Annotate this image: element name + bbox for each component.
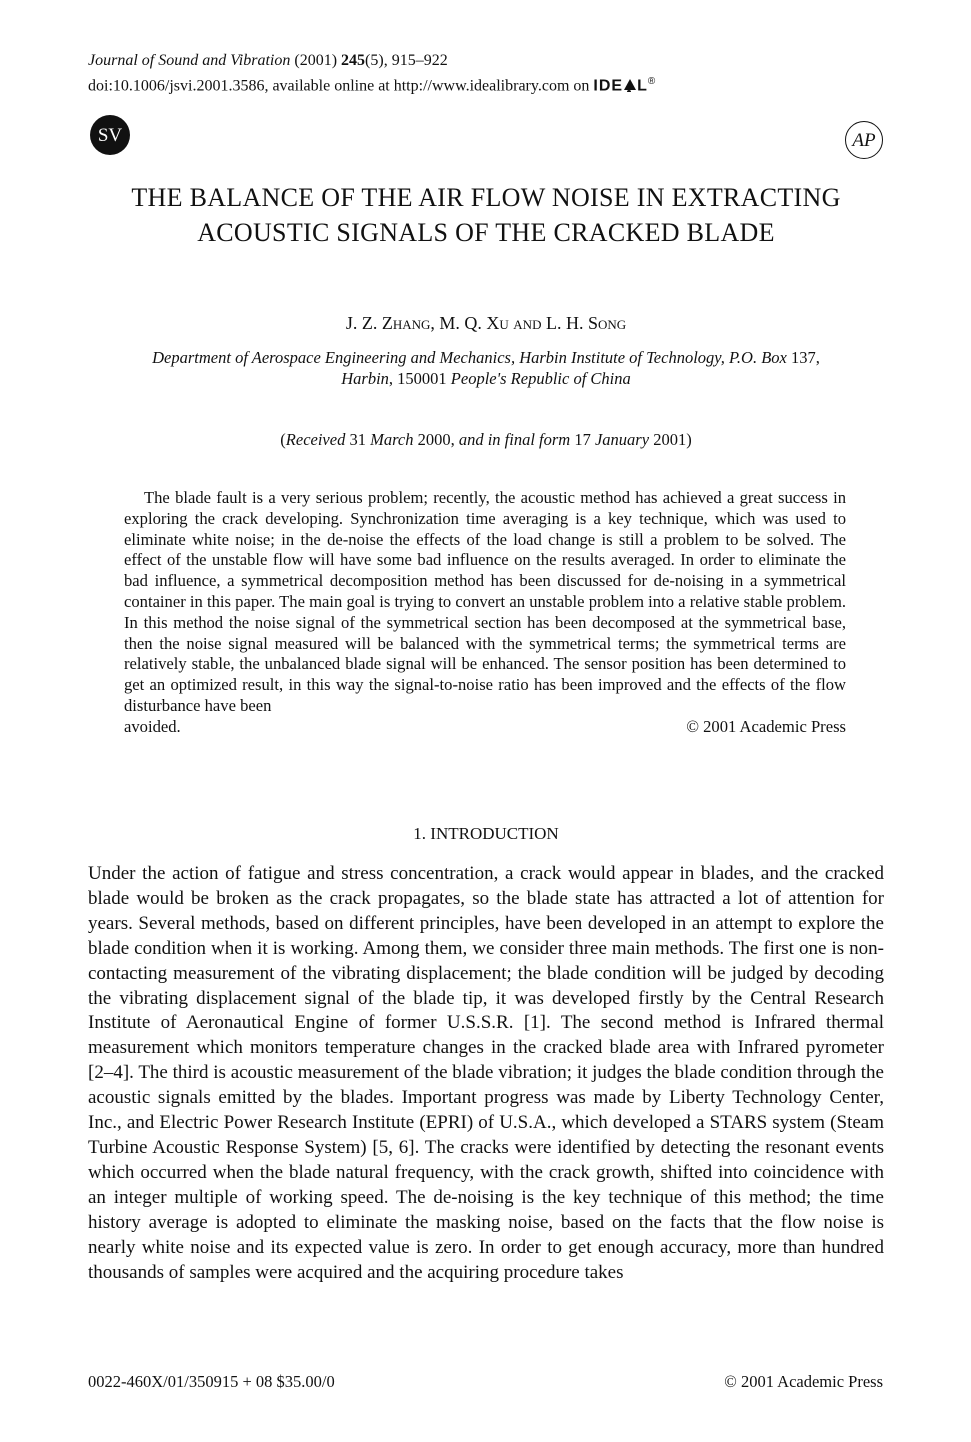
received-label: Received xyxy=(285,430,346,449)
affiliation-postcode: , 150001 xyxy=(388,369,451,388)
affiliation-dept: Department of Aerospace Engineering and Mechanics xyxy=(152,348,511,367)
final-year: 2001) xyxy=(649,430,692,449)
ideal-triangle-icon xyxy=(623,76,637,92)
final-form-label: and in final form xyxy=(458,430,571,449)
paper-title: THE BALANCE OF THE AIR FLOW NOISE IN EXTRACTING ACOUSTIC SIGNALS OF THE CRACKED BLADE xyxy=(131,183,841,247)
registered-mark: ® xyxy=(647,76,657,87)
abstract-last-line xyxy=(124,717,846,738)
ideal-logo-text: IDE xyxy=(593,77,624,95)
received-dates xyxy=(88,430,884,450)
abstract-last-word: avoided. xyxy=(124,716,181,736)
ideal-logo[interactable] xyxy=(593,71,656,96)
abstract xyxy=(124,488,846,738)
doi-text: doi:10.1006/jsvi.2001.3586, available online at http://www.idealibrary.com on xyxy=(88,77,590,95)
introduction-paragraph: Under the action of fatigue and stress concentration, a crack would appear in blades, and the cracked blade would be broken as the crack propagates, so the blade state has attracted a lot of attention for years. Several methods, based on different principles, have been developed in an attempt to explore the blade condition when it is working. Among them, we consider three main methods. The first one is non-contacting measurement of the vibrating displacement; the blade condition will be judged by decoding the vibrating displacement signal of the blade tip, it was developed firstly by the Central Research Institute of Aeronautical Engine of former U.S.S.R. [1]. The second method is Infrared thermal measurement which monitors temperature changes in the cracked blade area with Infrared pyrometer [2–4]. The third is acoustic measurement of the blade vibration; it judges the blade condition through the acoustic signals emitted by the blades. Important progress was made by Liberty Technology Center, Inc., and Electric Power Research Institute (EPRI) of U.S.A., which developed a STARS system (Steam Turbine Acoustic Response System) [5, 6]. The cracks were identified by detecting the resonant events which occurred when the blade natural frequency, with the crack growth, shifted into coincidence with an integer multiple of working speed. The de-noising is the key technique of this method; the time history average is adopted to eliminate the masking noise, based on the facts that the flow noise is nearly white noise and its expected value is zero. In order to get enough accuracy, more than hundred thousands of samples were acquired and the acquiring procedure takes xyxy=(88,863,884,1283)
received-month: March xyxy=(370,430,414,449)
author-1-initial: J. Z. Z xyxy=(345,313,393,333)
affiliation-city: Harbin xyxy=(341,369,389,388)
journal-year: (2001) xyxy=(294,52,338,69)
final-day: 17 xyxy=(570,430,595,449)
received-day: 31 xyxy=(345,430,371,449)
affiliation-country: People's Republic of China xyxy=(450,369,631,388)
abstract-copyright: © 2001 Academic Press xyxy=(686,716,846,736)
affiliation-box-number: 137, xyxy=(790,348,820,367)
ideal-logo-end: L xyxy=(637,77,648,95)
affiliation-line-1 xyxy=(88,347,884,368)
journal-header xyxy=(88,50,656,96)
ap-logo: AP xyxy=(845,121,883,159)
author-2-initial: , M. Q. X xyxy=(430,313,500,333)
final-month: January xyxy=(594,430,650,449)
footer-copyright: © 2001 Academic Press xyxy=(724,1372,883,1391)
affiliation-institute: , Harbin Institute of Technology, P.O. Box xyxy=(510,348,791,367)
affiliation-line-2 xyxy=(88,368,884,389)
abstract-body: The blade fault is a very serious problem; recently, the acoustic method has achieved a great success in exploring the crack developing. Synchronization time averaging is a key technique, which was used to eliminate white noise; in the de-noise the effects of the load change is still a problem to be solved. The effect of the unstable flow will have some bad influence on the results averaged. In order to eliminate the bad influence, a symmetrical decomposition method has been discussed for de-noising in a symmetrical container in this paper. The main goal is trying to convert an unstable problem into a relative stable problem. In this method the noise signal of the symmetrical section has been decomposed at the symmetrical base, then the noise signal measured will be balanced with the symmetrical terms; the symmetrical terms are relatively stable, the unbalanced blade signal will be enhanced. The sensor position has been determined to get an optimized result, in this way the signal-to-noise ratio has been improved and the effects of the flow disturbance have been xyxy=(124,488,846,715)
citation-line xyxy=(88,50,656,71)
received-year: 2000, xyxy=(413,430,459,449)
journal-name: Journal of Sound and Vibration xyxy=(88,52,291,69)
author-1-rest: hang xyxy=(392,313,431,333)
author-3-initial: L. H. S xyxy=(541,313,598,333)
affiliation xyxy=(88,347,884,389)
doi-line xyxy=(88,71,656,96)
author-3-rest: ong xyxy=(597,313,627,333)
authors xyxy=(88,313,884,334)
sv-logo: SV xyxy=(90,115,130,155)
journal-issue-pages: (5), 915–922 xyxy=(365,52,448,69)
author-2-rest: u and xyxy=(499,313,542,333)
journal-volume: 245 xyxy=(341,52,366,69)
footer-issn: 0022-460X/01/350915 + 08 $35.00/0 xyxy=(88,1372,335,1391)
section-heading-introduction: 1. INTRODUCTION xyxy=(413,824,559,843)
received-open-paren: ( xyxy=(280,430,286,449)
